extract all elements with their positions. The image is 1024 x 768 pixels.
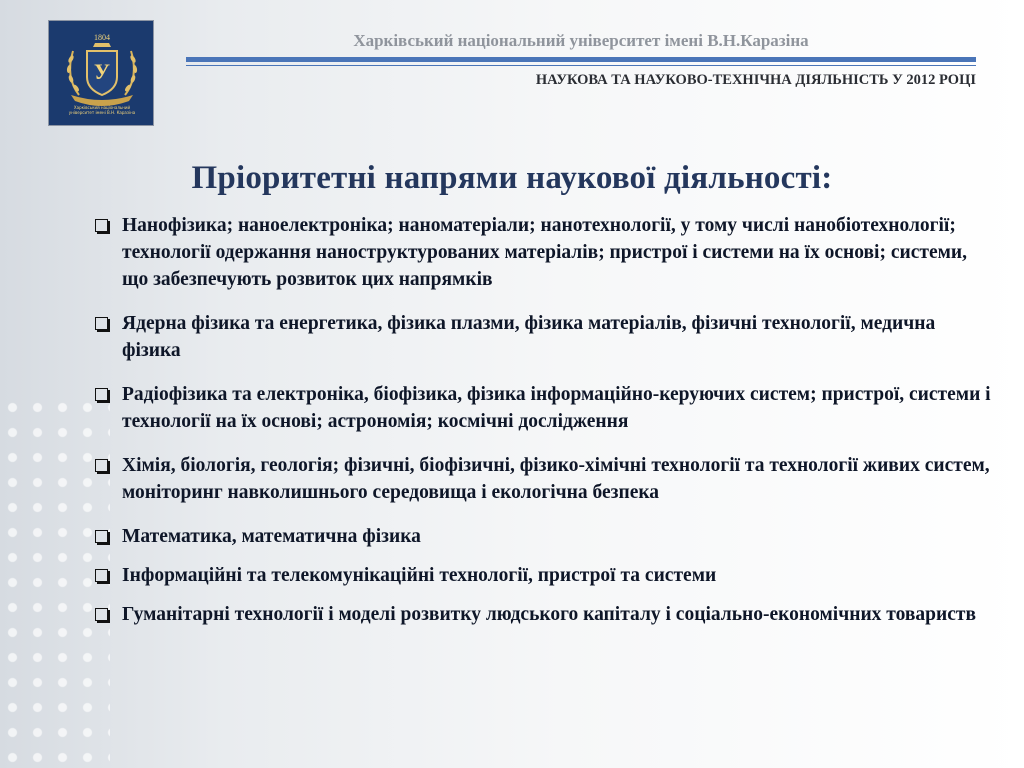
list-item-text: Інформаційні та телекомунікаційні технології, пристрої та системи bbox=[122, 565, 717, 586]
report-subtitle: НАУКОВА ТА НАУКОВО-ТЕХНІЧНА ДІЯЛЬНІСТЬ У 2012 РОЦІ bbox=[535, 72, 976, 88]
list-item bbox=[92, 523, 992, 550]
page-title: Пріоритетні напрями наукової діяльності: bbox=[191, 160, 833, 196]
header-rule-thick bbox=[186, 57, 976, 62]
list-item bbox=[92, 452, 992, 506]
list-item bbox=[92, 381, 992, 435]
list-item-text: Гуманітарні технології і моделі розвитку людського капіталу і соціально-економічних товариств bbox=[122, 604, 977, 625]
checkbox-bullet-icon bbox=[95, 608, 108, 621]
list-item bbox=[92, 212, 992, 293]
header-rule-thin bbox=[186, 65, 976, 66]
checkbox-bullet-icon bbox=[95, 317, 108, 330]
list-item-text: Математика, математична фізика bbox=[122, 526, 421, 547]
logo-letter: У bbox=[93, 59, 111, 84]
list-item-text: Нанофізика; наноелектроніка; наноматеріали; нанотехнології, у тому числі нанобіотехнології; технології одержання наноструктурованих матеріалів; пристрої і системи на їх основі; системи, що забезпечують розвиток цих напрямків bbox=[122, 215, 967, 290]
list-item bbox=[92, 601, 992, 628]
list-item-text: Радіофізика та електроніка, біофізика, фізика інформаційно-керуючих систем; пристрої, системи і технології на їх основі; астрономія; космічні дослідження bbox=[122, 384, 991, 432]
checkbox-bullet-icon bbox=[95, 388, 108, 401]
checkbox-bullet-icon bbox=[95, 569, 108, 582]
checkbox-bullet-icon bbox=[95, 219, 108, 232]
list-item bbox=[92, 310, 992, 364]
logo-caption: Харківський національний університет імені В.Н. Каразіна bbox=[68, 105, 136, 115]
university-name: Харківський національний університет імені В.Н.Каразіна bbox=[353, 31, 809, 50]
logo-year: 1804 bbox=[94, 33, 110, 42]
list-item bbox=[92, 562, 992, 589]
checkbox-bullet-icon bbox=[95, 530, 108, 543]
checkbox-bullet-icon bbox=[95, 459, 108, 472]
list-item-text: Хімія, біологія, геологія; фізичні, біофізичні, фізико-хімічні технології та технології живих систем, моніторинг навколишнього середовища і екологічна безпека bbox=[122, 455, 990, 503]
university-logo bbox=[48, 20, 154, 126]
priority-list bbox=[92, 212, 992, 628]
list-item-text: Ядерна фізика та енергетика, фізика плазми, фізика матеріалів, фізичні технології, медична фізика bbox=[122, 313, 936, 361]
